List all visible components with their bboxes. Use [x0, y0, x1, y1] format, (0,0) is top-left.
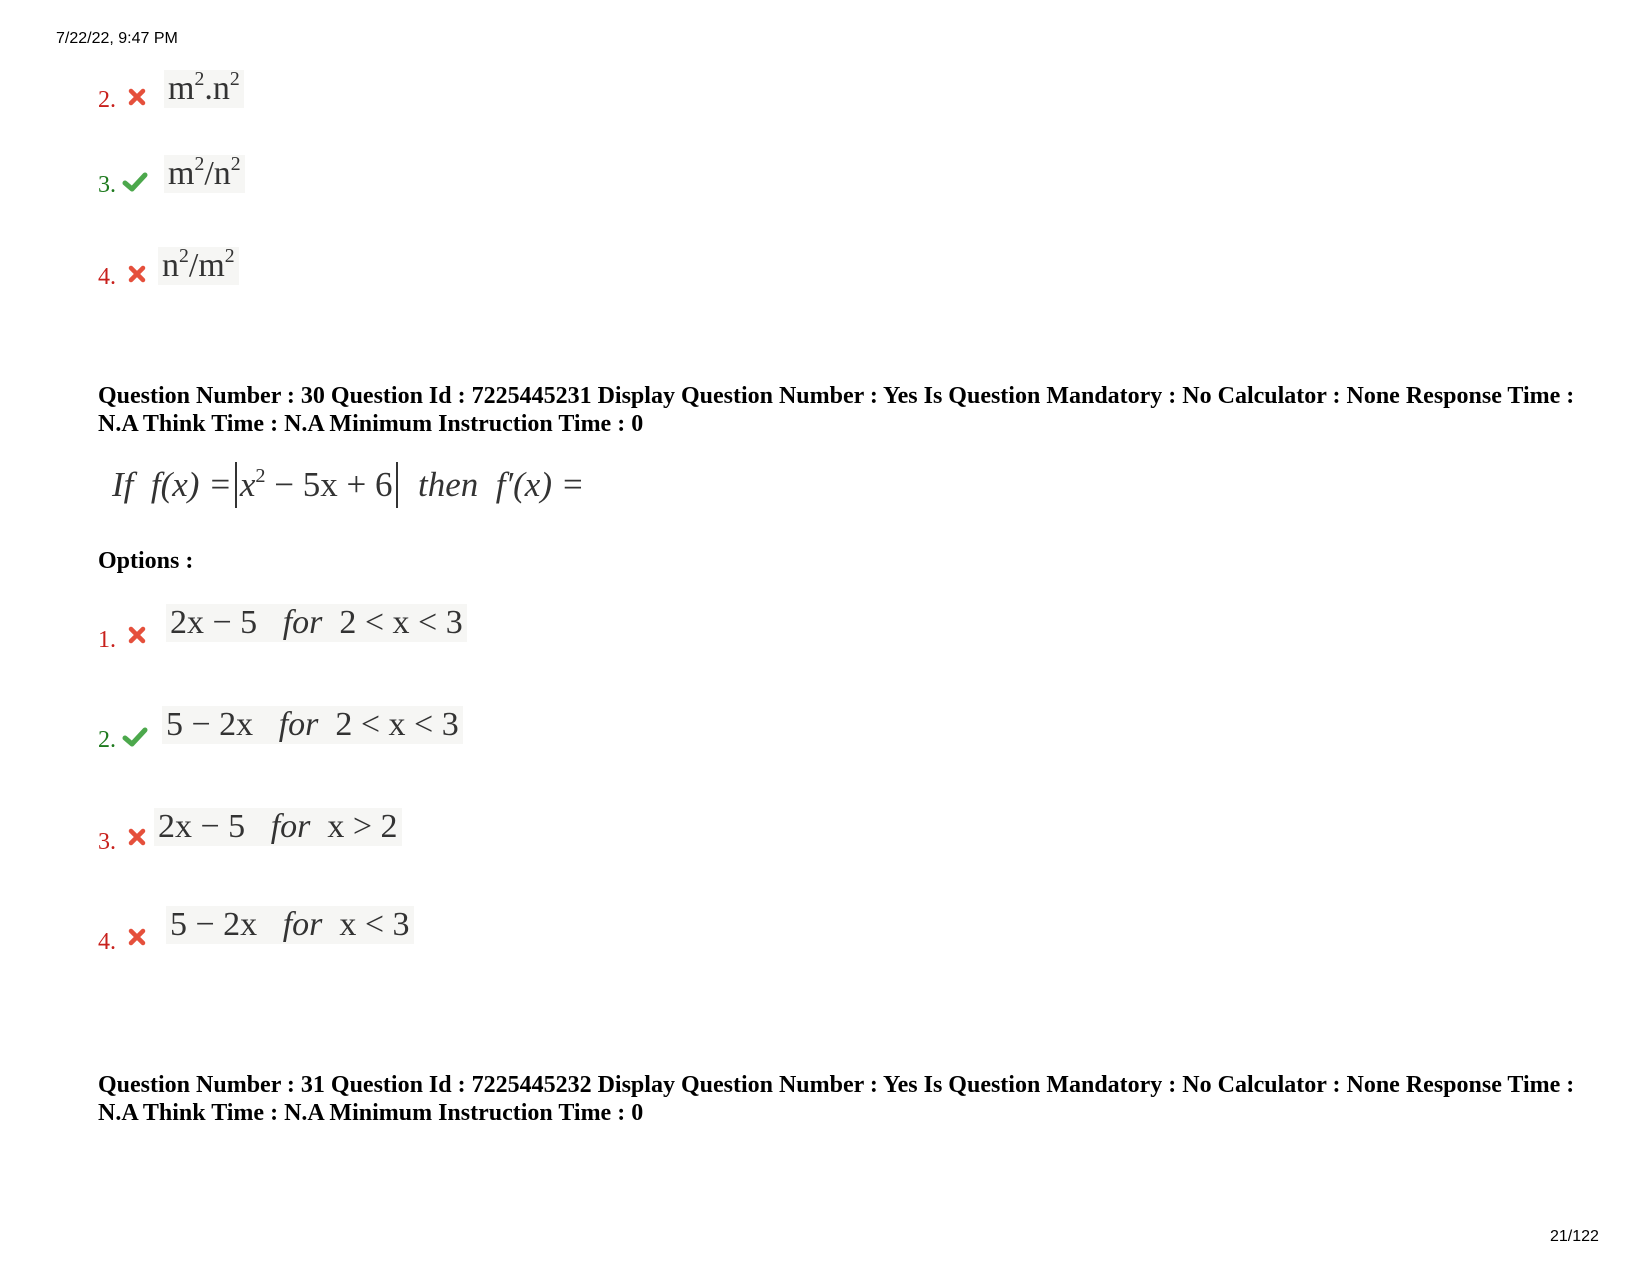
option-number: 2.	[98, 87, 116, 113]
question-30-meta: Question Number : 30 Question Id : 7225445231 Display Question Number : Yes Is Question Mandatory : No Calculator : None Response Time : N.A Think Time : N.A Minimum Instruction Time : 0	[98, 383, 1575, 437]
option-expression: $m^2/n^2$	[164, 155, 245, 193]
option-3	[98, 802, 798, 862]
option-expression: 2x − 5 for x > 2	[154, 808, 402, 846]
cross-icon	[126, 624, 148, 646]
cross-icon	[126, 926, 148, 948]
cross-icon	[126, 826, 148, 848]
option-expression: $n^2/m^2$	[158, 247, 239, 285]
check-icon	[122, 726, 148, 748]
cross-icon	[126, 263, 148, 285]
abs-bar-right	[396, 462, 398, 508]
option-number: 2.	[98, 727, 116, 753]
option-number: 4.	[98, 264, 116, 290]
abs-bar-left	[235, 462, 237, 508]
prev-option-3	[98, 145, 798, 205]
option-2	[98, 700, 798, 760]
option-expression: 2x − 5 for 2 < x < 3	[166, 604, 467, 642]
cross-icon	[126, 86, 148, 108]
question-30-stem: If $f(x) = x^2 - 5x + 6$ then f′(x) =	[112, 462, 584, 508]
print-timestamp: 7/22/22, 9:47 PM	[56, 30, 178, 47]
option-number: 3.	[98, 829, 116, 855]
question-31-meta: Question Number : 31 Question Id : 7225445232 Display Question Number : Yes Is Question Mandatory : No Calculator : None Response Time : N.A Think Time : N.A Minimum Instruction Time : 0	[98, 1072, 1575, 1126]
prev-option-2	[98, 60, 798, 120]
page-number: 21/122	[1550, 1228, 1599, 1245]
check-icon	[122, 171, 148, 193]
option-number: 4.	[98, 929, 116, 955]
option-number: 3.	[98, 172, 116, 198]
option-4	[98, 902, 798, 962]
option-expression: 5 − 2x for x < 3	[166, 906, 414, 944]
option-1	[98, 600, 798, 660]
option-expression: $m^2.n^2$	[164, 70, 244, 108]
option-expression: 5 − 2x for 2 < x < 3	[162, 706, 463, 744]
options-label: Options :	[98, 548, 194, 574]
prev-option-4	[98, 237, 798, 297]
option-number: 1.	[98, 627, 116, 653]
